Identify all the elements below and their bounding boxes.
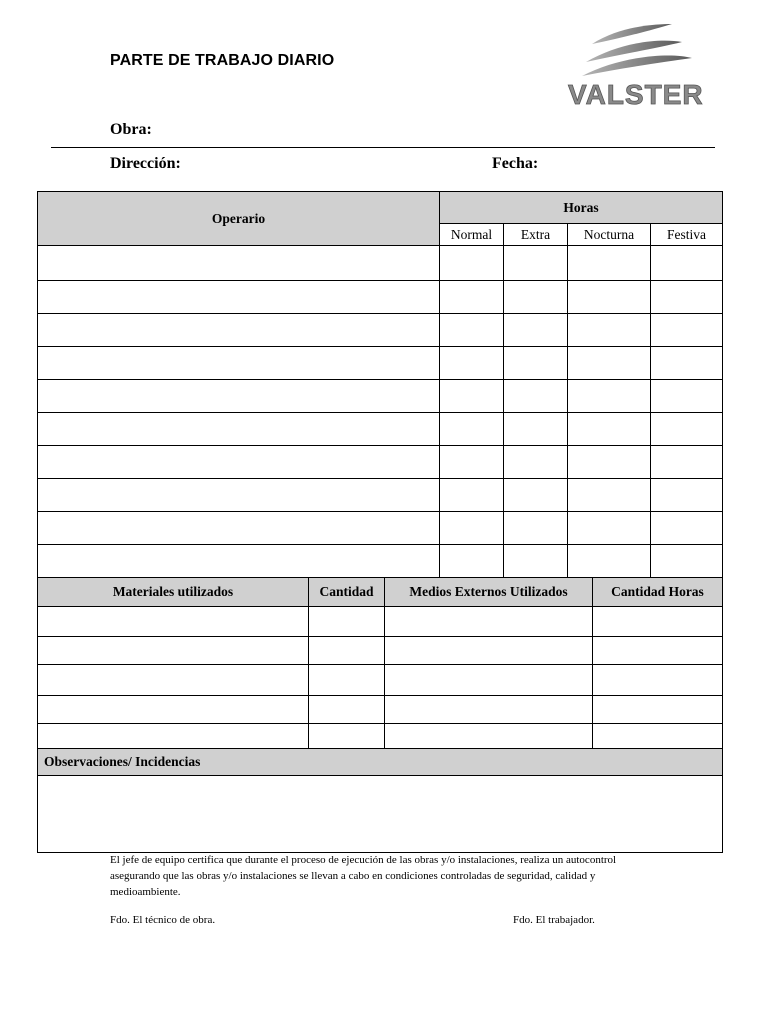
fecha-label: Fecha: bbox=[492, 155, 539, 172]
direccion-label: Dirección: bbox=[110, 155, 181, 172]
operario-row bbox=[38, 246, 723, 281]
cantidad-horas-header: Cantidad Horas bbox=[593, 578, 723, 607]
operario-cell[interactable] bbox=[38, 314, 440, 347]
extra-cell[interactable] bbox=[504, 413, 568, 446]
normal-cell[interactable] bbox=[440, 512, 504, 545]
medios-externos-header: Medios Externos Utilizados bbox=[385, 578, 593, 607]
certification-text: El jefe de equipo certifica que durante el proceso de ejecución de las obras y/o instalaciones, realiza un autocontrol asegurando que las obras y/o instalaciones se llevan a cabo en condiciones controladas de seguridad, calidad y medioambiente. bbox=[110, 854, 617, 898]
festiva-cell[interactable] bbox=[651, 281, 723, 314]
materiales-header: Materiales utilizados bbox=[38, 578, 309, 607]
valster-logo bbox=[560, 18, 720, 110]
materials-row bbox=[38, 696, 723, 724]
festiva-cell[interactable] bbox=[651, 347, 723, 380]
operario-row bbox=[38, 446, 723, 479]
extra-cell[interactable] bbox=[504, 246, 568, 281]
normal-cell[interactable] bbox=[440, 246, 504, 281]
horas-header: Horas bbox=[440, 192, 723, 224]
obra-label: Obra: bbox=[110, 121, 152, 138]
festiva-cell[interactable] bbox=[651, 545, 723, 579]
normal-cell[interactable] bbox=[440, 314, 504, 347]
cantidad-horas-cell[interactable] bbox=[593, 724, 723, 749]
festiva-cell[interactable] bbox=[651, 479, 723, 512]
operario-row bbox=[38, 380, 723, 413]
operario-table bbox=[37, 191, 723, 579]
horas-col-festiva: Festiva bbox=[651, 224, 723, 246]
horas-col-nocturna: Nocturna bbox=[568, 224, 651, 246]
operario-header: Operario bbox=[38, 192, 440, 246]
extra-cell[interactable] bbox=[504, 314, 568, 347]
cantidad-header: Cantidad bbox=[309, 578, 385, 607]
operario-row bbox=[38, 314, 723, 347]
signature-tecnico: Fdo. El técnico de obra. bbox=[110, 914, 216, 926]
material-cell[interactable] bbox=[38, 607, 309, 637]
normal-cell[interactable] bbox=[440, 479, 504, 512]
festiva-cell[interactable] bbox=[651, 380, 723, 413]
operario-row bbox=[38, 347, 723, 380]
nocturna-cell[interactable] bbox=[568, 314, 651, 347]
observaciones-table bbox=[37, 748, 723, 853]
medios-cell[interactable] bbox=[385, 696, 593, 724]
normal-cell[interactable] bbox=[440, 413, 504, 446]
extra-cell[interactable] bbox=[504, 281, 568, 314]
extra-cell[interactable] bbox=[504, 446, 568, 479]
normal-cell[interactable] bbox=[440, 380, 504, 413]
header-divider bbox=[51, 147, 715, 148]
operario-cell[interactable] bbox=[38, 479, 440, 512]
operario-row bbox=[38, 281, 723, 314]
operario-cell[interactable] bbox=[38, 281, 440, 314]
operario-cell[interactable] bbox=[38, 512, 440, 545]
extra-cell[interactable] bbox=[504, 545, 568, 579]
normal-cell[interactable] bbox=[440, 281, 504, 314]
nocturna-cell[interactable] bbox=[568, 380, 651, 413]
operario-row bbox=[38, 479, 723, 512]
logo-text: VALSTER bbox=[568, 79, 704, 110]
medios-cell[interactable] bbox=[385, 724, 593, 749]
festiva-cell[interactable] bbox=[651, 314, 723, 347]
cantidad-horas-cell[interactable] bbox=[593, 665, 723, 696]
nocturna-cell[interactable] bbox=[568, 446, 651, 479]
festiva-cell[interactable] bbox=[651, 413, 723, 446]
cantidad-cell[interactable] bbox=[309, 665, 385, 696]
operario-cell[interactable] bbox=[38, 545, 440, 579]
cantidad-cell[interactable] bbox=[309, 696, 385, 724]
operario-cell[interactable] bbox=[38, 413, 440, 446]
medios-cell[interactable] bbox=[385, 607, 593, 637]
extra-cell[interactable] bbox=[504, 380, 568, 413]
normal-cell[interactable] bbox=[440, 446, 504, 479]
observaciones-area[interactable] bbox=[38, 776, 723, 853]
document-title: PARTE DE TRABAJO DIARIO bbox=[110, 52, 335, 69]
horas-col-normal: Normal bbox=[440, 224, 504, 246]
extra-cell[interactable] bbox=[504, 479, 568, 512]
material-cell[interactable] bbox=[38, 724, 309, 749]
nocturna-cell[interactable] bbox=[568, 347, 651, 380]
cantidad-cell[interactable] bbox=[309, 637, 385, 665]
operario-row bbox=[38, 545, 723, 579]
extra-cell[interactable] bbox=[504, 512, 568, 545]
operario-row bbox=[38, 512, 723, 545]
material-cell[interactable] bbox=[38, 665, 309, 696]
operario-cell[interactable] bbox=[38, 347, 440, 380]
material-cell[interactable] bbox=[38, 696, 309, 724]
cantidad-cell[interactable] bbox=[309, 607, 385, 637]
normal-cell[interactable] bbox=[440, 347, 504, 380]
operario-cell[interactable] bbox=[38, 380, 440, 413]
festiva-cell[interactable] bbox=[651, 512, 723, 545]
materials-row bbox=[38, 724, 723, 749]
materials-row bbox=[38, 607, 723, 637]
cantidad-cell[interactable] bbox=[309, 724, 385, 749]
operario-cell[interactable] bbox=[38, 446, 440, 479]
material-cell[interactable] bbox=[38, 637, 309, 665]
nocturna-cell[interactable] bbox=[568, 479, 651, 512]
festiva-cell[interactable] bbox=[651, 246, 723, 281]
nocturna-cell[interactable] bbox=[568, 246, 651, 281]
festiva-cell[interactable] bbox=[651, 446, 723, 479]
cantidad-horas-cell[interactable] bbox=[593, 696, 723, 724]
cantidad-horas-cell[interactable] bbox=[593, 607, 723, 637]
materials-table bbox=[37, 577, 723, 749]
extra-cell[interactable] bbox=[504, 347, 568, 380]
medios-cell[interactable] bbox=[385, 665, 593, 696]
operario-cell[interactable] bbox=[38, 246, 440, 281]
medios-cell[interactable] bbox=[385, 637, 593, 665]
operario-row bbox=[38, 413, 723, 446]
signature-trabajador: Fdo. El trabajador. bbox=[513, 914, 595, 926]
nocturna-cell[interactable] bbox=[568, 545, 651, 579]
nocturna-cell[interactable] bbox=[568, 512, 651, 545]
materials-row bbox=[38, 637, 723, 665]
nocturna-cell[interactable] bbox=[568, 281, 651, 314]
observaciones-header: Observaciones/ Incidencias bbox=[38, 749, 723, 776]
nocturna-cell[interactable] bbox=[568, 413, 651, 446]
cantidad-horas-cell[interactable] bbox=[593, 637, 723, 665]
normal-cell[interactable] bbox=[440, 545, 504, 579]
horas-col-extra: Extra bbox=[504, 224, 568, 246]
materials-row bbox=[38, 665, 723, 696]
